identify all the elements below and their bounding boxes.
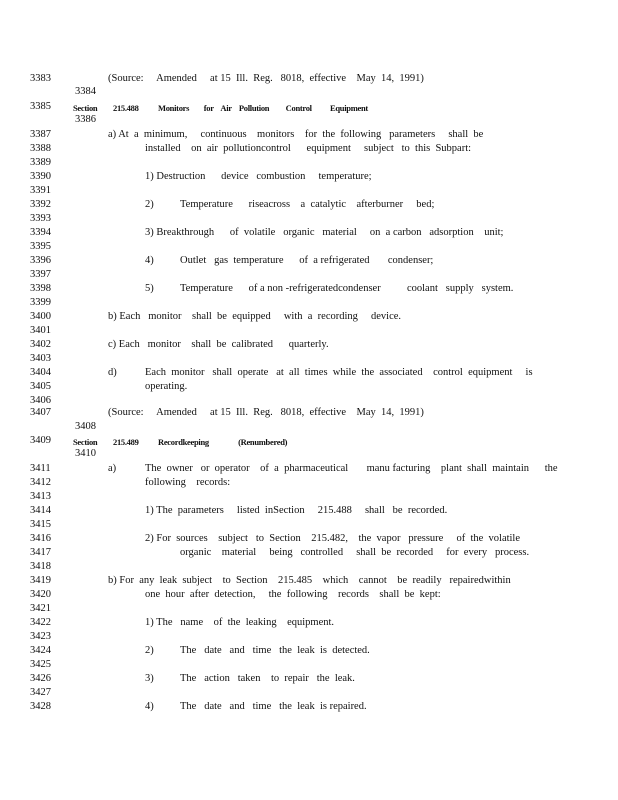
record-a-number: a)	[108, 463, 117, 474]
line-number: 3417	[30, 547, 51, 558]
line-number: 3427	[30, 687, 51, 698]
paragraph-d: Each monitor shall operate at all times while the associated control equipment is	[145, 367, 533, 378]
section-label: Section	[73, 103, 98, 113]
line-number: 3425	[30, 659, 51, 670]
record-b3: The action taken to repair the leak.	[180, 673, 355, 684]
item-a5-number: 5)	[145, 283, 154, 294]
line-number: 3414	[30, 505, 51, 516]
section-number: 215.488	[113, 103, 139, 113]
record-b3-number: 3)	[145, 673, 154, 684]
item-a2: Temperature riseacross a catalytic afterburner bed;	[180, 199, 435, 210]
record-a-cont: following records:	[145, 477, 231, 488]
record-b2-number: 2)	[145, 645, 154, 656]
line-number: 3420	[30, 589, 51, 600]
line-number: 3400	[30, 311, 51, 322]
line-number: 3424	[30, 645, 51, 656]
line-number: 3418	[30, 561, 51, 572]
line-number: 3407	[30, 407, 51, 418]
record-a: The owner or operator of a pharmaceutical manu facturing plant shall maintain the	[145, 463, 558, 474]
line-number: 3389	[30, 157, 51, 168]
record-b2: The date and time the leak is detected.	[180, 645, 370, 656]
item-a4: Outlet gas temperature of a refrigerated condenser;	[180, 255, 434, 266]
section-title: Monitors for Air Pollution Control Equipment	[158, 103, 368, 113]
paragraph-d-cont: operating.	[145, 381, 188, 392]
paragraph-c: c) Each monitor shall be calibrated quarterly.	[108, 339, 329, 350]
item-a4-number: 4)	[145, 255, 154, 266]
source-note: (Source: Amended at 15 Ill. Reg. 8018, effective May 14, 1991)	[108, 407, 424, 418]
record-b4: The date and time the leak is repaired.	[180, 701, 367, 712]
source-note: (Source: Amended at 15 Ill. Reg. 8018, effective May 14, 1991)	[108, 73, 424, 84]
line-number: 3416	[30, 533, 51, 544]
line-number: 3419	[30, 575, 51, 586]
line-number: 3402	[30, 339, 51, 350]
section-label: Section	[73, 437, 98, 447]
line-number: 3384	[75, 86, 96, 97]
line-number: 3405	[30, 381, 51, 392]
record-b-cont: one hour after detection, the following records shall be kept:	[145, 589, 441, 600]
line-number: 3385	[30, 101, 51, 112]
record-a2-cont: organic material being controlled shall be recorded for every process.	[180, 547, 530, 558]
record-b: b) For any leak subject to Section 215.485 which cannot be readily repairedwithin	[108, 575, 511, 586]
line-number: 3390	[30, 171, 51, 182]
section-number: 215.489	[113, 437, 139, 447]
line-number: 3398	[30, 283, 51, 294]
item-a5: Temperature of a non -refrigeratedcondenser coolant supply system.	[180, 283, 514, 294]
line-number: 3423	[30, 631, 51, 642]
line-number: 3393	[30, 213, 51, 224]
line-number: 3397	[30, 269, 51, 280]
line-number: 3401	[30, 325, 51, 336]
line-number: 3421	[30, 603, 51, 614]
record-a2: 2) For sources subject to Section 215.482, the vapor pressure of the volatile	[145, 533, 521, 544]
line-number: 3412	[30, 477, 51, 488]
item-a1: 1) Destruction device combustion temperature;	[145, 171, 372, 182]
line-number: 3422	[30, 617, 51, 628]
line-number: 3392	[30, 199, 51, 210]
line-number: 3406	[30, 395, 51, 406]
record-b4-number: 4)	[145, 701, 154, 712]
paragraph-a-cont: installed on air pollutioncontrol equipment subject to this Subpart:	[145, 143, 472, 154]
line-number: 3391	[30, 185, 51, 196]
line-number: 3409	[30, 435, 51, 446]
record-a1: 1) The parameters listed inSection 215.488 shall be recorded.	[145, 505, 448, 516]
paragraph-a: a) At a minimum, continuous monitors for the following parameters shall be	[108, 129, 484, 140]
line-number: 3394	[30, 227, 51, 238]
line-number: 3426	[30, 673, 51, 684]
line-number: 3396	[30, 255, 51, 266]
line-number: 3388	[30, 143, 51, 154]
line-number: 3386	[75, 114, 96, 125]
record-b1: 1) The name of the leaking equipment.	[145, 617, 335, 628]
line-number: 3404	[30, 367, 51, 378]
line-number: 3428	[30, 701, 51, 712]
line-number: 3408	[75, 421, 96, 432]
item-a3: 3) Breakthrough of volatile organic material on a carbon adsorption unit;	[145, 227, 504, 238]
section-title: Recordkeeping (Renumbered)	[158, 437, 288, 447]
line-number: 3383	[30, 73, 51, 84]
line-number: 3415	[30, 519, 51, 530]
line-number: 3399	[30, 297, 51, 308]
line-number: 3387	[30, 129, 51, 140]
item-a2-number: 2)	[145, 199, 154, 210]
line-number: 3411	[30, 463, 51, 474]
paragraph-b: b) Each monitor shall be equipped with a recording device.	[108, 311, 402, 322]
line-number: 3395	[30, 241, 51, 252]
line-number: 3403	[30, 353, 51, 364]
line-number: 3410	[75, 448, 96, 459]
paragraph-d-number: d)	[108, 367, 117, 378]
line-number: 3413	[30, 491, 51, 502]
